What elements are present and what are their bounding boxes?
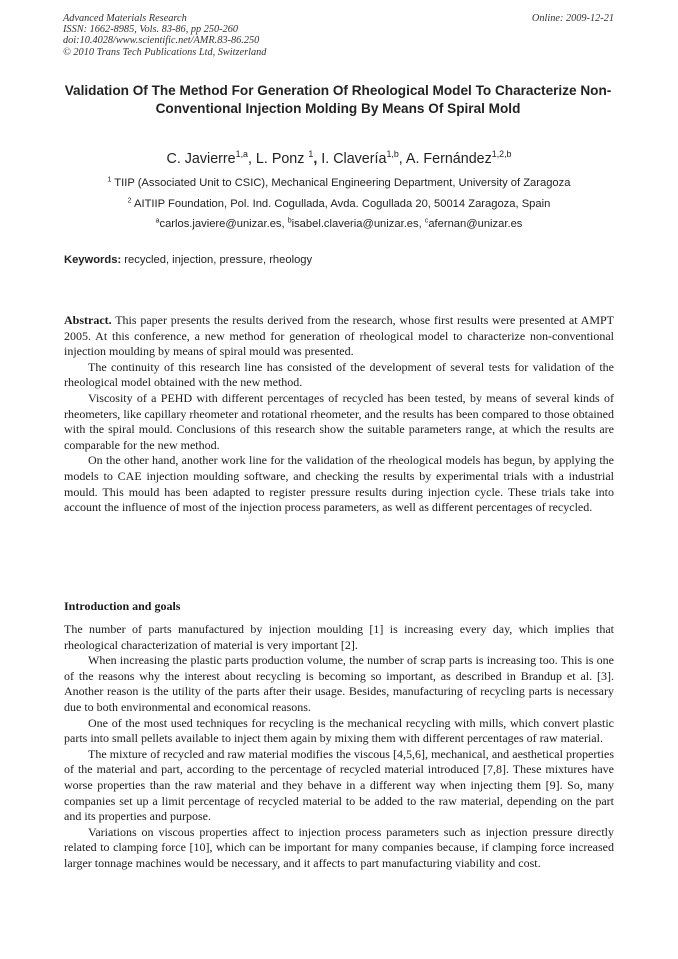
author-separator: , — [247, 151, 256, 167]
author-affiliation-mark: 1,b — [386, 149, 399, 160]
email-mark: a — [155, 217, 160, 225]
email-mark: b — [287, 217, 292, 225]
affiliation-2 — [40, 197, 638, 211]
journal-header — [63, 13, 266, 58]
author-affiliation-mark: 1 — [308, 149, 314, 160]
abstract-section — [64, 313, 614, 516]
body-paragraph: Variations on viscous properties affect to injection process parameters such as injection pressure directly related to clamping force [10], which can be important for many companies because, if clamping force increased larger tonnage machines would be necessary, and it affects to part manufacturing viability and cost. — [64, 824, 614, 870]
email-address[interactable]: isabel.claveria@unizar.es, — [291, 218, 425, 230]
body-paragraph: One of the most used techniques for recycling is the mechanical recycling with mills, which convert plastic parts into small pellets available to inject them again by mixing them with different percentages of raw material. — [64, 715, 614, 746]
paper-title: Validation Of The Method For Generation Of Rheological Model To Characterize Non-Conventional Injection Molding By Means Of Spiral Mold — [64, 83, 612, 116]
author-affiliation-mark: 1,2,b — [491, 149, 512, 160]
copyright-line: © 2010 Trans Tech Publications Ltd, Switzerland — [63, 46, 267, 58]
author-name: C. Javierre — [166, 151, 236, 167]
affiliation-text: AITIIP Foundation, Pol. Ind. Cogullada, Avda. Cogullada 20, 50014 Zaragoza, Spain — [134, 198, 551, 210]
issn-line: ISSN: 1662-8985, Vols. 83-86, pp 250-260 — [63, 24, 239, 36]
author-separator: , — [398, 151, 406, 167]
body-paragraph: The mixture of recycled and raw material modifies the viscous [4,5,6], mechanical, and aesthetical properties of the material and part, according to the percentage of recycled material introduced [7,8]. These mixtures have worse properties than the raw material and they behave in a different way when injecting them [9]. So, many companies set up a limit percentage of recycled material to be added to the raw material, depending on the part and its properties and purpose. — [64, 746, 614, 824]
doi-line[interactable]: doi:10.4028/www.scientific.net/AMR.83-86.250 — [63, 35, 260, 47]
email-mark: c — [424, 217, 429, 225]
keywords — [64, 253, 614, 267]
email-address[interactable]: afernan@unizar.es — [428, 218, 523, 230]
keywords-text: recycled, injection, pressure, rheology — [121, 254, 313, 266]
email-address[interactable]: carlos.javiere@unizar.es, — [159, 218, 288, 230]
journal-name: Advanced Materials Research — [63, 13, 187, 24]
abstract-text: This paper presents the results derived from the research, whose first results were presented at AMPT 2005. At this conference, a new method for generation of rheological model to characterize non-conventional injection moulding by means of spiral mould was presented. — [64, 313, 614, 359]
author-list — [40, 149, 638, 169]
author-name: I. Clavería — [321, 151, 387, 167]
author-name: L. Ponz — [255, 151, 309, 167]
abstract-paragraph: Viscosity of a PEHD with different percentages of recycled has been tested, by means of several kinds of rheometers, like capillary rheometer and rotational rheometer, and the results has been compared to those obtained with the spiral mould. Conclusions of this research show the suitable parameters range, at which the results are comparable for the new method. — [64, 390, 614, 452]
section-heading: Introduction and goals — [64, 599, 181, 613]
abstract-label: Abstract. — [64, 313, 112, 327]
abstract-paragraph: The continuity of this research line has consisted of the development of several tests for validation of the rheological model obtained with the new method. — [64, 359, 614, 390]
author-affiliation-mark: 1,a — [235, 149, 248, 160]
body-paragraph: The number of parts manufactured by injection moulding [1] is increasing every day, which implies that rheological characterization of material is very important [2]. — [64, 622, 614, 652]
abstract-paragraph: On the other hand, another work line for the validation of the rheological models has begun, by applying the models to CAE injection moulding software, and checking the results by experimental trials with a industrial mould. This mould has been adapted to register pressure results during injection cycle. These trials take into account the influence of most of the injection process parameters, as well as different percentages of recycled. — [64, 453, 614, 515]
keywords-label: Keywords: — [64, 254, 122, 266]
online-date: Online: 2009-12-21 — [531, 13, 614, 24]
introduction-section — [64, 622, 614, 872]
abstract-paragraph — [64, 313, 614, 360]
affiliation-text: TIIP (Associated Unit to CSIC), Mechanical Engineering Department, University of Zaragoza — [114, 177, 571, 189]
email-list — [40, 217, 638, 231]
affiliation-mark: 1 — [107, 176, 112, 184]
body-paragraph: When increasing the plastic parts production volume, the number of scrap parts is increasing too. This is one of the reasons why the interest about recycling is becoming so important, as described in Brandup et al. [3]. Another reason is the utility of the parts after their usage. Besides, manufacturing of recycling parts is necessary due to both environmental and economical reasons. — [64, 653, 614, 714]
author-name: A. Fernández — [405, 151, 492, 167]
affiliation-mark: 2 — [127, 197, 132, 205]
author-separator: , — [313, 151, 322, 167]
affiliation-1 — [40, 176, 638, 190]
